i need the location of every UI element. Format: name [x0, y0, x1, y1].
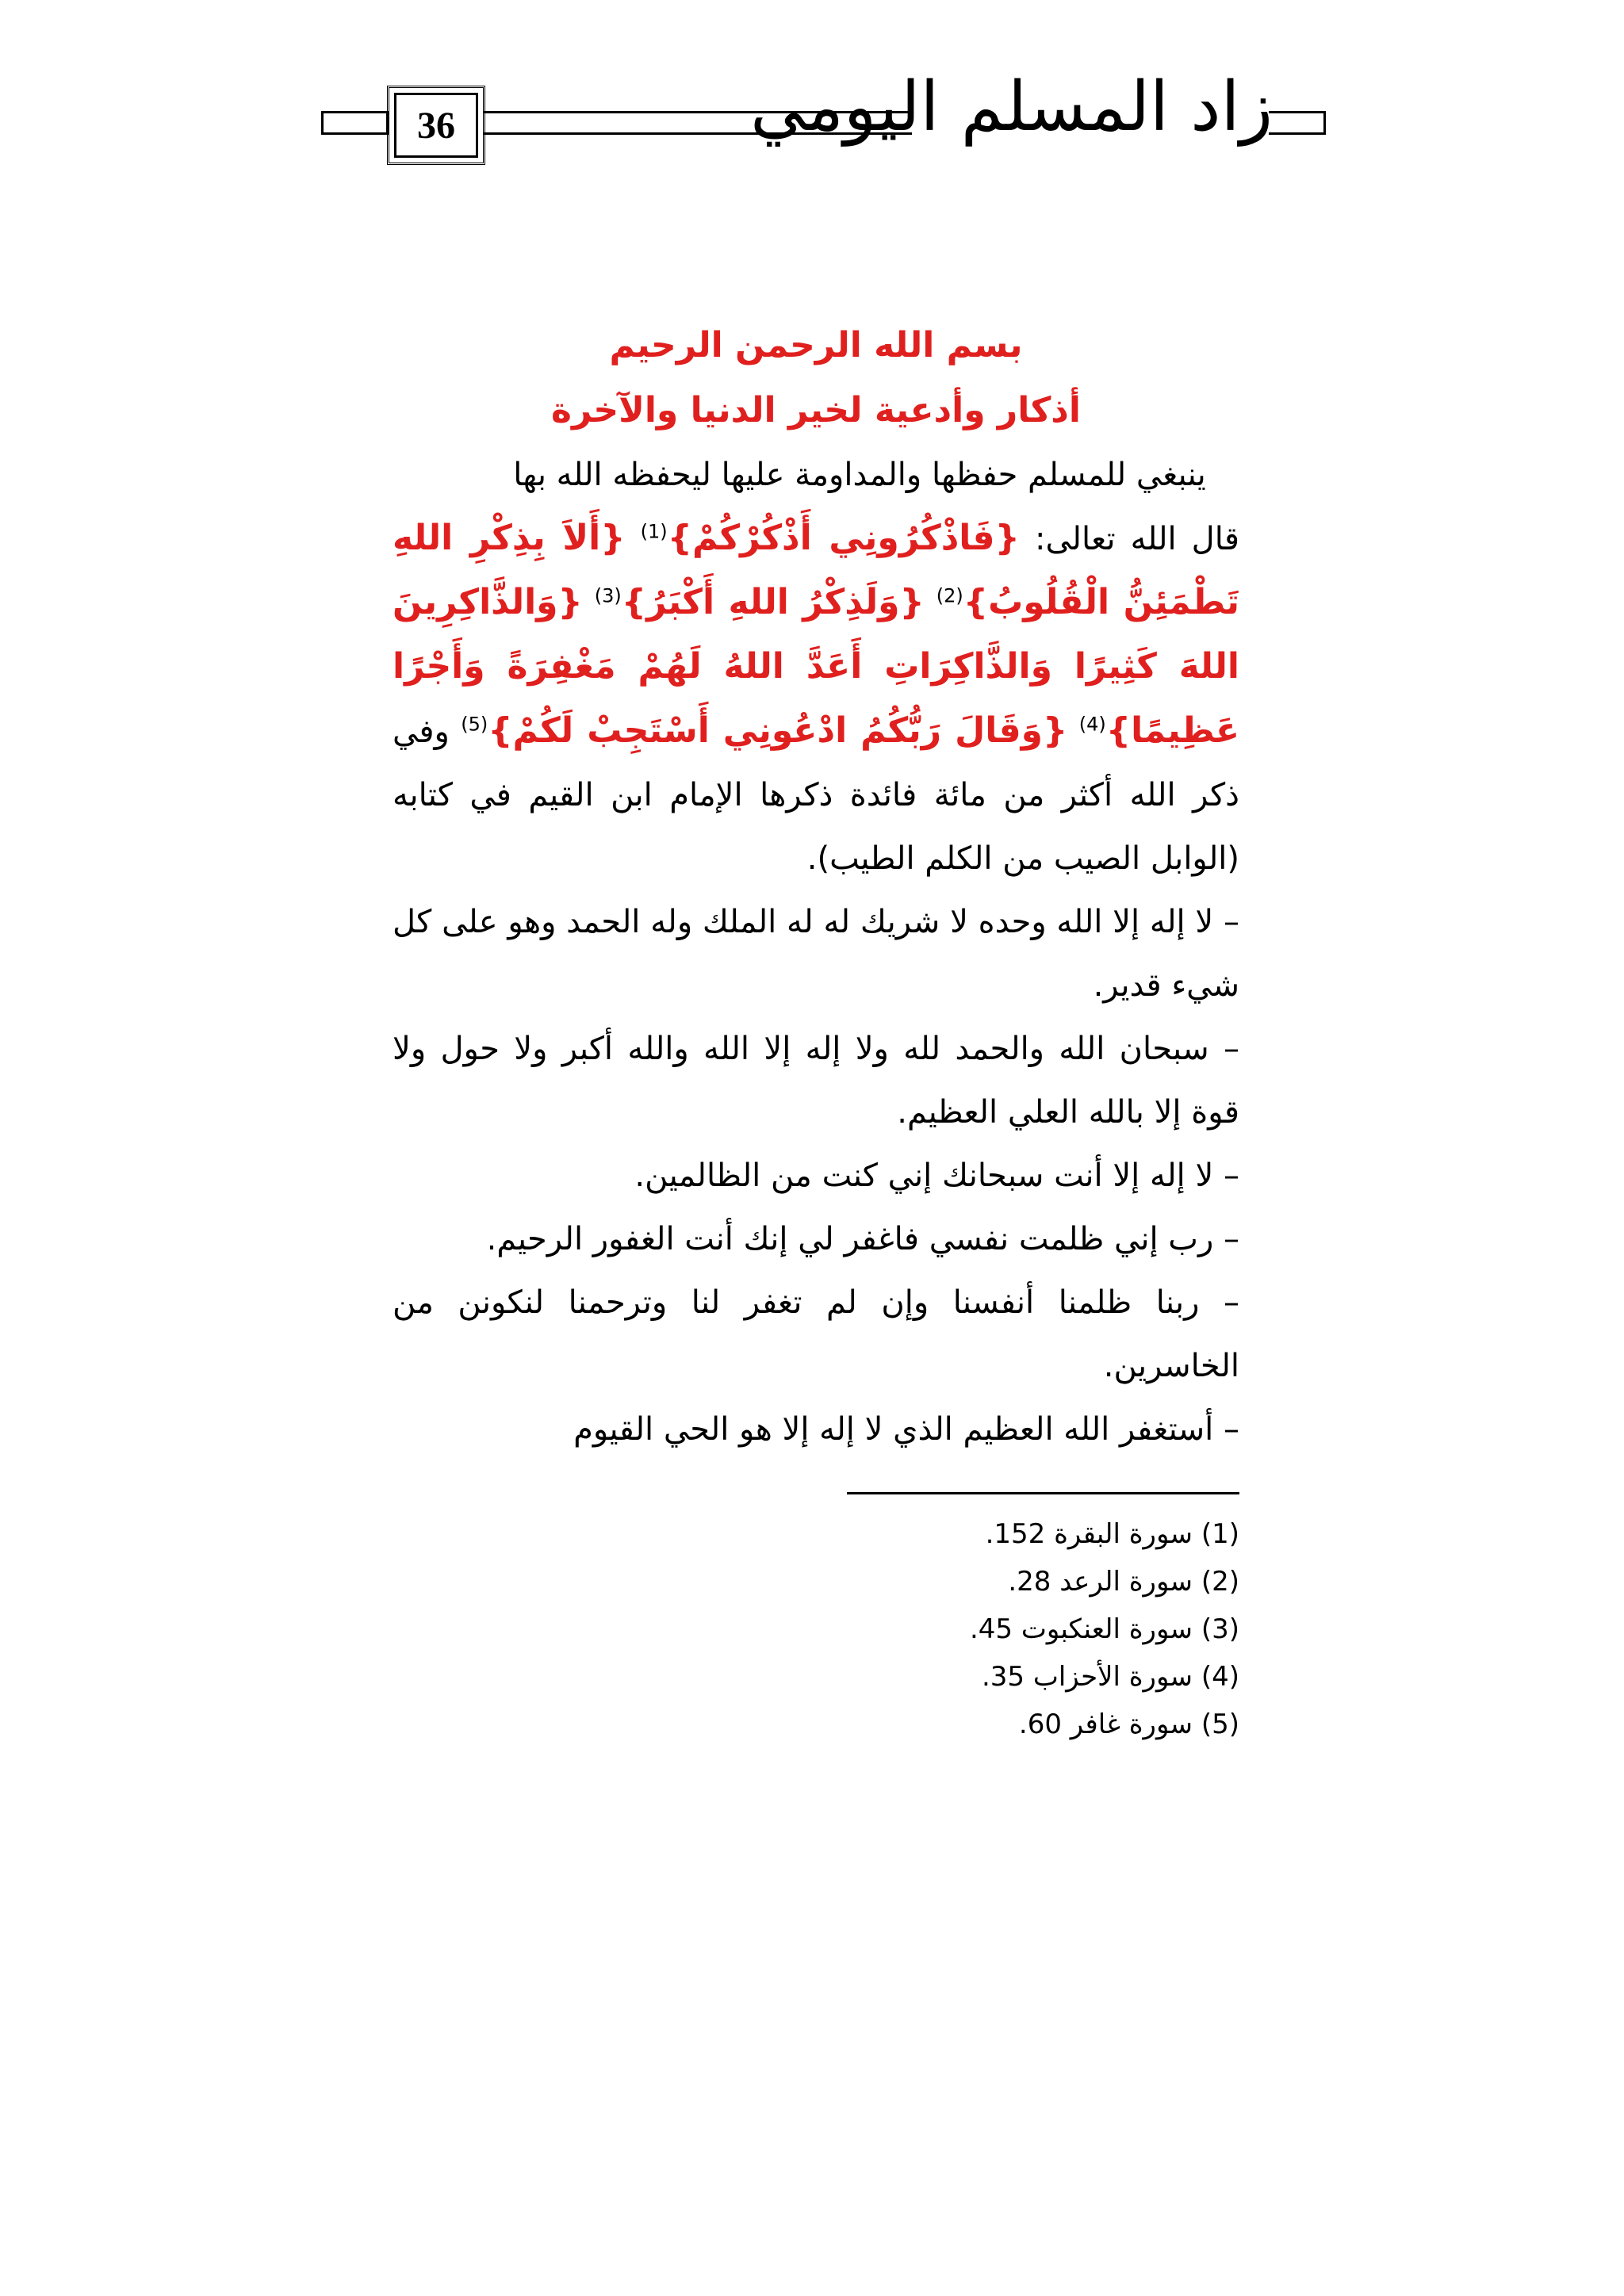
- page-header: [0, 0, 1624, 206]
- dhikr-item: – رب إني ظلمت نفسي فاغفر لي إنك أنت الغفور الرحيم.: [486, 1221, 1239, 1257]
- dhikr-item: – لا إله إلا أنت سبحانك إني كنت من الظالمين.: [634, 1158, 1239, 1194]
- verse-1: {فَاذْكُرُونِي أَذْكُرْكُمْ}: [667, 518, 1020, 558]
- footnote-4: (4) سورة الأحزاب 35.: [981, 1661, 1239, 1693]
- footnote-ref-1: (1): [640, 520, 668, 543]
- footnote-5: (5) سورة غافر 60.: [1018, 1709, 1239, 1740]
- footnote-2: (2) سورة الرعد 28.: [1008, 1566, 1239, 1598]
- verse-2: {أَلاَ بِذِكْرِ اللهِ تَطْمَئِنُّ الْقُلُوبُ}: [393, 518, 1240, 622]
- footnote-ref-2: (2): [936, 584, 963, 607]
- dhikr-item: – سبحان الله والحمد لله ولا إله إلا الله والله أكبر ولا حول ولا قوة إلا بالله العلي العظيم.: [393, 1031, 1239, 1131]
- header-ornament-left: [321, 111, 389, 135]
- footnote-ref-5: (5): [461, 713, 488, 736]
- quran-paragraph: [393, 507, 1239, 890]
- basmala: بسم الله الرحمن الرحيم: [609, 325, 1023, 365]
- footnote-ref-4: (4): [1078, 713, 1106, 736]
- page-number: 36: [387, 86, 485, 165]
- verse-3: {وَلَذِكْرُ اللهِ أَكْبَرُ}: [621, 582, 925, 622]
- footnote-1: (1) سورة البقرة 152.: [985, 1518, 1239, 1550]
- footnote-3: (3) سورة العنكبوت 45.: [969, 1613, 1239, 1645]
- verse-4: {وَالذَّاكِرِينَ اللهَ كَثِيرًا وَالذَّاكِرَاتِ أَعَدَّ اللهُ لَهُمْ مَغْفِرَةً وَأَجْرًا عَظِيمًا}: [393, 582, 1240, 751]
- footnote-separator: [847, 1492, 1239, 1494]
- header-ornament-right: [1269, 111, 1326, 135]
- footnotes: [872, 1510, 1239, 1748]
- para-lead: قال الله تعالى:: [1019, 521, 1240, 557]
- section-title: أذكار وأدعية لخير الدنيا والآخرة: [551, 390, 1081, 430]
- para-tail: وفي ذكر الله أكثر من مائة فائدة ذكرها الإمام ابن القيم في كتابه (الوابل الصيب من الكلم الطيب).: [393, 714, 1239, 877]
- dhikr-item: – لا إله إلا الله وحده لا شريك له له الملك وله الحمد وهو على كل شيء قدير.: [393, 904, 1239, 1004]
- intro-line: ينبغي للمسلم حفظها والمداومة عليها ليحفظه الله بها: [513, 457, 1206, 493]
- dhikr-item: – أستغفر الله العظيم الذي لا إله إلا هو الحي القيوم: [573, 1411, 1239, 1448]
- book-title: زاد المسلم اليومي: [750, 67, 1273, 147]
- verse-5: {وَقَالَ رَبُّكُمُ ادْعُونِي أَسْتَجِبْ لَكُمْ}: [488, 710, 1068, 751]
- dhikr-item: – ربنا ظلمنا أنفسنا وإن لم تغفر لنا وترحمنا لنكونن من الخاسرين.: [393, 1284, 1239, 1384]
- footnote-ref-3: (3): [594, 584, 622, 607]
- page-body: [393, 313, 1239, 1461]
